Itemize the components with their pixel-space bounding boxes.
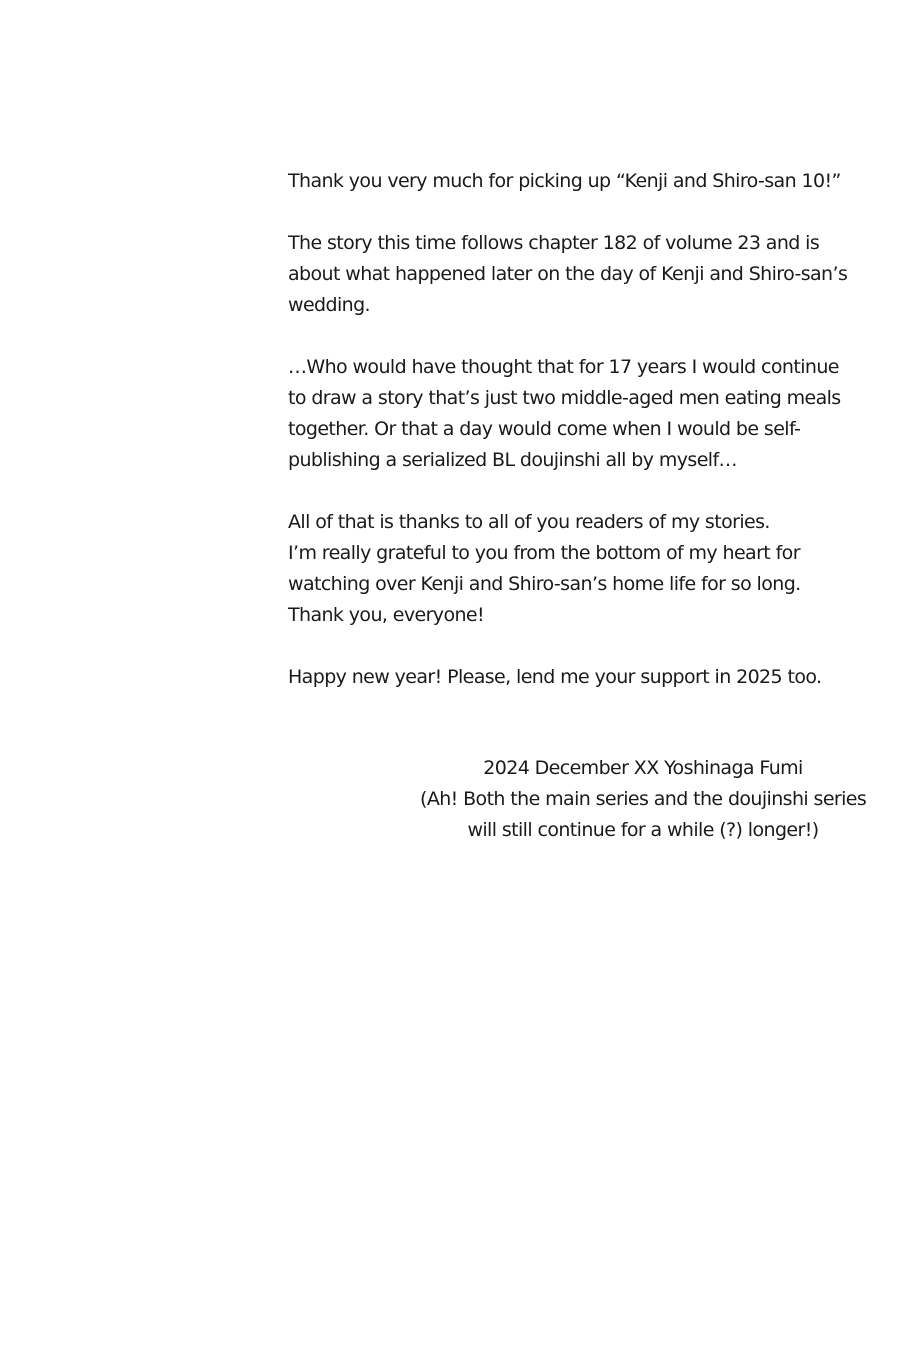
signature-block [420, 753, 866, 846]
signature-note: will still continue for a while (?) longer!) [467, 819, 819, 841]
paragraph-new-year [288, 662, 848, 693]
text-line: Thank you, everyone! [288, 604, 485, 626]
signature-note: (Ah! Both the main series and the doujinshi series [420, 788, 867, 810]
text-line: All of that is thanks to all of you readers of my stories. [288, 511, 770, 533]
paragraph-reflection [288, 352, 848, 476]
text-line: to draw a story that’s just two middle-aged men eating meals [288, 387, 841, 409]
afterword-letter [288, 166, 848, 724]
text-line: The story this time follows chapter 182 of volume 23 and is [288, 232, 820, 254]
text-line: Thank you very much for picking up “Kenji and Shiro-san 10!” [288, 170, 841, 192]
paragraph-thanks [288, 166, 848, 197]
signature-date-author: 2024 December XX Yoshinaga Fumi [483, 757, 803, 779]
paragraph-story [288, 228, 848, 321]
paragraph-gratitude [288, 507, 848, 631]
text-line: I’m really grateful to you from the bottom of my heart for [288, 542, 800, 564]
text-line: wedding. [288, 294, 370, 316]
text-line: watching over Kenji and Shiro-san’s home life for so long. [288, 573, 801, 595]
text-line: …Who would have thought that for 17 years I would continue [288, 356, 839, 378]
text-line: Happy new year! Please, lend me your support in 2025 too. [288, 666, 822, 688]
text-line: about what happened later on the day of Kenji and Shiro-san’s [288, 263, 848, 285]
text-line: together. Or that a day would come when I would be self- [288, 418, 801, 440]
text-line: publishing a serialized BL doujinshi all by myself… [288, 449, 737, 471]
